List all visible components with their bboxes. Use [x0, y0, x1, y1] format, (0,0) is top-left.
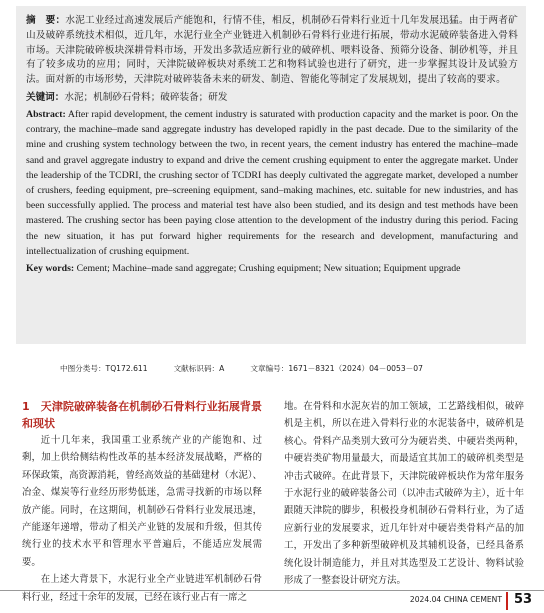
- abstract-box: [16, 6, 526, 344]
- abstract-text-zh: 水泥工业经过高速发展后产能饱和，行情不佳，相反，机制砂石骨料行业近十几年发展迅猛。由于两者矿山及破碎系统技术相似，近几年，水泥行业全产业链进入机制砂石骨料行业进行拓展，带动水泥破碎装备进入骨料市场。天津院破碎板块深耕骨料市场，开发出多款适应新行业的破碎机、喂料设备、预筛分设备、制砂机等，并且有了较多成功的应用；同时，天津院破碎板块对系统工艺和物料试验也进行了研究，进一步掌握其设计及试验方法。面对新的市场形势，天津院对破碎装备未来的研发、制造、智能化等制定了发展规划，提出了较高的要求。: [26, 15, 518, 86]
- journal-name: CHINA CEMENT: [443, 595, 502, 604]
- article-number: 文章编号：1671－8321（2024）04－0053－07: [250, 364, 423, 373]
- footer-rule: [0, 590, 544, 591]
- english-abstract: [26, 107, 518, 259]
- issue-date: 2024.04: [409, 595, 442, 604]
- english-keywords: [26, 261, 518, 276]
- article-metadata: [60, 363, 480, 374]
- body-paragraph: 在上述大背景下，水泥行业全产业链进军机制砂石骨料行业，经过十余年的发展，已经在该行业占有一席之: [22, 574, 262, 603]
- keywords-text-zh: 水泥；机制砂石骨料；破碎装备；研发: [64, 91, 228, 103]
- keywords-text-en: Cement; Machine–made sand aggregate; Crushing equipment; New situation; Equipment upgrade: [74, 263, 461, 275]
- body-paragraph-continued: 地。在骨料和水泥灰岩的加工领域，工艺路线相似，破碎机是主机，所以在进入骨料行业的水泥装备中，破碎机是核心。骨料产品类别大致可分为硬岩类、中硬岩类两种，中硬岩类矿物用量最大，而最适宜其加工的破碎机类型是冲击式破碎。在此背景下，天津院破碎板块作为常年服务于水泥行业的破碎装备公司（以冲击式破碎为主），近十年跟随天津院的脚步，积极投身机制砂石骨料行业，为了适应新行业的发展要求，近几年针对中硬岩类骨料产品的加工，开发出了多种新型破碎机及其辅机设备，已经具备系统化设计制造能力，并且对其选型及工艺设计、物料试验形成了一整套设计研究方法。: [284, 401, 524, 587]
- body-paragraph: 近十几年来，我国重工业系统产业的产能饱和、过剩，加上供给侧结构性改革的基本经济发展战略，严格的环保政策，高资源消耗，曾经高效益的基础建材（水泥）、冶金、煤炭等行业经历形势低迷，急需寻找新的市场以释放产能。同时，在这期间，机制砂石骨料行业发展迅速，产能逐年递增，带动了相关产业链的发展和升级，但其传统行业的技术水平和管理水平普遍后，不能适应发展需要。: [22, 435, 262, 568]
- section-heading: 1 天津院破碎装备在机制砂石骨料行业拓展背景和现状: [22, 400, 262, 430]
- chinese-keywords: [26, 90, 518, 105]
- abstract-label-zh: 摘 要：: [26, 15, 66, 26]
- abstract-text-en: After rapid development, the cement industry is saturated with production capacity and the market is poor. On the contrary, the machine–made sand aggregate industry has developed rapidly in the past decade. Due to the similarity of the mine and crushing system technology between the two, in recent years, the cement industry has entered the machine–made sand and gravel aggregate industry to expand and drive the cement crushing equipment to enter the aggregate market. Under the leadership of the TCDRI, the crushing sector of TCDRI has deeply cultivated the aggregate market, developed a number of crushers, feeding equipment, pre–screening equipment, sand–making machines, etc. suitable for new industries, and has been successfully applied. The process and material test have also been studied, and its design and test methods have been mastered. The crushing sector has been paying close attention to the development of the industry during this period. Facing the new situation, it has put forward higher requirements for the research and development, manufacturing and intellectualization of crushing equipment.: [26, 108, 518, 257]
- abstract-label-en: Abstract:: [26, 108, 66, 120]
- keywords-label-en: Key words:: [26, 263, 75, 275]
- page-footer: [0, 590, 544, 613]
- body-column-right: [284, 398, 524, 589]
- page-number: 53: [514, 592, 533, 607]
- clc-number: 中图分类号：TQ172.611: [60, 364, 148, 373]
- footer-accent-bar: [506, 592, 508, 610]
- document-code: 文献标识码：A: [173, 364, 225, 373]
- footer-journal: [410, 595, 502, 604]
- chinese-abstract: [26, 14, 518, 88]
- body-column-left: [22, 398, 262, 606]
- keywords-label-zh: 关键词：: [26, 91, 65, 103]
